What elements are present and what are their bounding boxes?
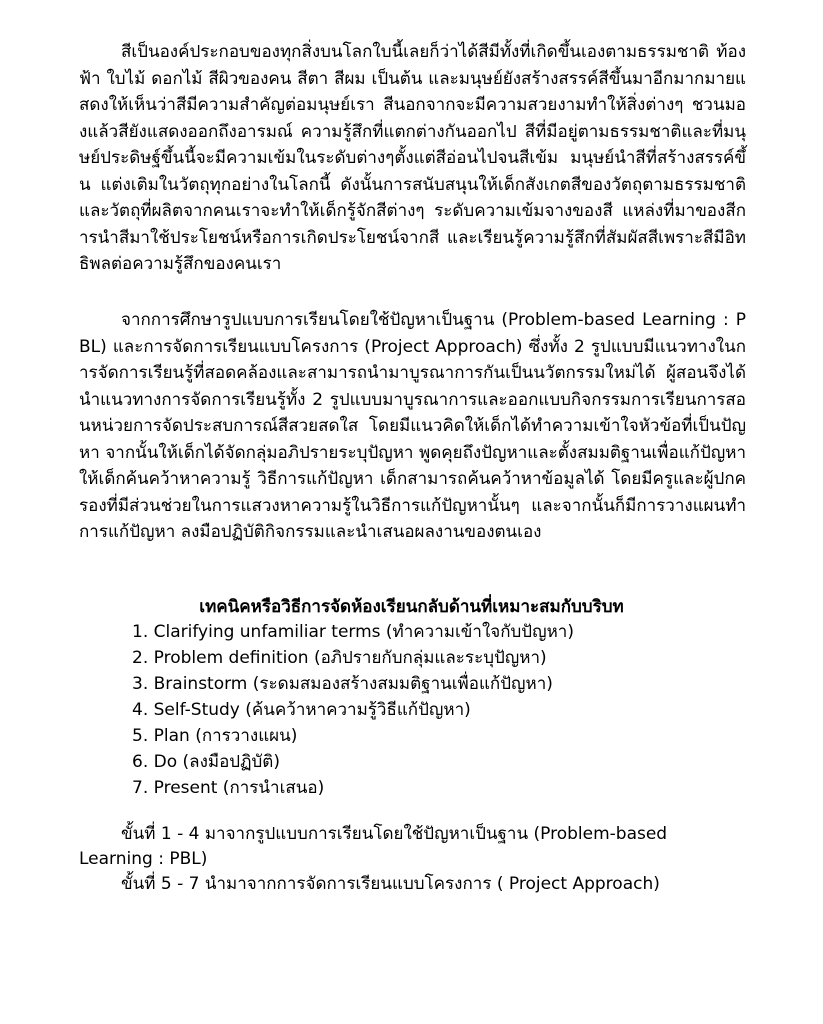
list-item: 5. Plan (การวางแผน) xyxy=(132,726,298,746)
paragraph-teaching-approach: จากการศึกษารูปแบบการเรียนโดยใช้ปัญหาเป็นฐาน (Problem-based Learning : PBL) และการจัดการเรียนแบบโครงการ (Project Approach) ซึ่งทั้ง 2 รูปแบบมีแนวทางในการจัดการเรียนรู้ที่สอดคล้องและสามารถนำมาบูรณาการกันเป็นนวัตกรรมใหม่ได้ ผู้สอนจึงได้นำแนวทางการจัดการเรียนรู้ทั้ง 2 รูปแบบมาบูรณาการและออกแบบกิจกรรมการเรียนการสอนหน่วยการจัดประสบการณ์สีสวยสดใส โดยมีแนวคิดให้เด็กได้ทำความเข้าใจหัวข้อที่เป็นปัญหา จากนั้นให้เด็กได้จัดกลุ่มอภิปรายระบุปัญหา พูดคุยถึงปัญหาและตั้งสมมติฐานเพื่อแก้ปัญหา ให้เด็กค้นคว้าหาความรู้ วิธีการแก้ปัญหา เด็กสามารถค้นคว้าหาข้อมูลได้ โดยมีครูและผู้ปกครองที่มีส่วนช่วยในการแสวงหาความรู้ในวิธีการแก้ปัญหานั้นๆ และจากนั้นก็มีการวางแผนทำการแก้ปัญหา ลงมือปฏิบัติกิจกรรมและนำเสนอผลงานของตนเอง xyxy=(79,310,746,542)
list-item: 6. Do (ลงมือปฏิบัติ) xyxy=(132,752,280,772)
paragraph-color-introduction: สีเป็นองค์ประกอบของทุกสิ่งบนโลกใบนี้เลยก็ว่าได้สีมีทั้งที่เกิดขึ้นเองตามธรรมชาติ ท้องฟ้า ใบไม้ ดอกไม้ สีผิวของคน สีตา สีผม เป็นต้น และมนุษย์ยังสร้างสรรค์สีขึ้นมาอีกมากมายแสดงให้เห็นว่าสีมีความสำคัญต่อมนุษย์เรา สีนอกจากจะมีความสวยงามทำให้สิ่งต่างๆ ชวนมองแล้วสียังแสดงออกถึงอารมณ์ ความรู้สึกที่แตกต่างกันออกไป สีที่มีอยู่ตามธรรมชาติและที่มนุษย์ประดิษฐ์ขึ้นนี้จะมีความเข้มในระดับต่างๆตั้งแต่สีอ่อนไปจนสีเข้ม มนุษย์นำสีที่สร้างสรรค์ขึ้น แต่งเติมในวัตถุทุกอย่างในโลกนี้ ดังนั้นการสนับสนุนให้เด็กสังเกตสีของวัตถุตามธรรมชาติและวัตถุที่ผลิตจากคนเราจะทำให้เด็กรู้จักสีต่างๆ ระดับความเข้มจางของสี แหล่งที่มาของสีการนำสีมาใช้ประโยชน์หรือการเกิดประโยชน์จากสี และเรียนรู้ความรู้สึกที่สัมผัสสีเพราะสีมีอิทธิพลต่อความรู้สึกของคนเรา xyxy=(79,42,746,274)
note-steps-1-4: ขั้นที่ 1 - 4 มาจากรูปแบบการเรียนโดยใช้ปัญหาเป็นฐาน (Problem-based Learning : PBL) xyxy=(79,824,668,869)
list-item: 2. Problem definition (อภิปรายกับกลุ่มและระบุปัญหา) xyxy=(132,648,547,668)
note-steps-5-7: ขั้นที่ 5 - 7 นำมาจากการจัดการเรียนแบบโครงการ ( Project Approach) xyxy=(121,874,660,894)
list-item: 3. Brainstorm (ระดมสมองสร้างสมมติฐานเพื่อแก้ปัญหา) xyxy=(132,674,553,694)
list-item: 4. Self-Study (ค้นคว้าหาความรู้วิธีแก้ปัญหา) xyxy=(132,700,471,720)
list-item: 1. Clarifying unfamiliar terms (ทำความเข้าใจกับปัญหา) xyxy=(132,622,574,642)
steps-list xyxy=(132,619,752,801)
section-heading: เทคนิคหรือวิธีการจัดห้องเรียนกลับด้านที่เหมาะสมกับบริบท xyxy=(199,597,624,617)
list-item: 7. Present (การนำเสนอ) xyxy=(132,778,325,798)
